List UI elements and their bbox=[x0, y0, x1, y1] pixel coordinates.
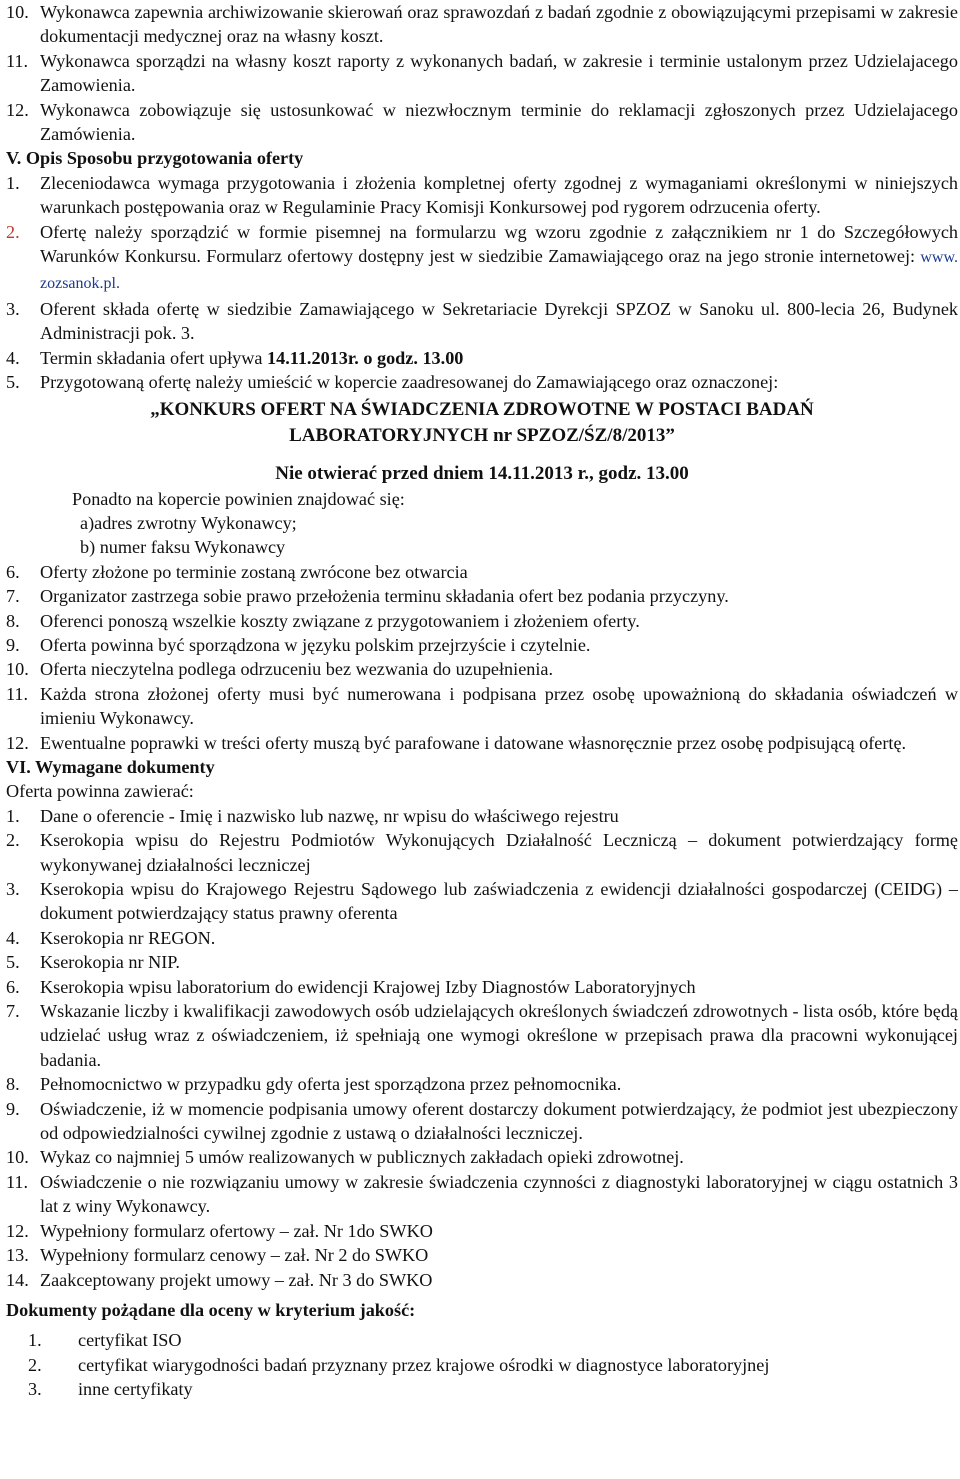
item-number: 7. bbox=[6, 1001, 20, 1022]
section-v-rest-list bbox=[6, 560, 958, 755]
section-vi-intro: Oferta powinna zawierać: bbox=[6, 781, 194, 802]
item-number: 12. bbox=[6, 1220, 29, 1241]
item-number: 13. bbox=[6, 1245, 29, 1266]
item-number: 5. bbox=[6, 372, 20, 393]
item-text: Wykonawca sporządzi na własny koszt raporty z wykonanych badań, w zakresie i terminie ustalonym przez Udzielajacego Zamowienia. bbox=[40, 50, 958, 96]
item-text: Oferent składa ofertę w siedzibie Zamawiającego w Sekretariacie Dyrekcji SPZOZ w Sanoku ul. 800-lecia 26, Budynek Administracji pok. 3. bbox=[40, 298, 958, 344]
item-number: 11. bbox=[6, 1171, 29, 1192]
envelope-item-b: b) numer faksu Wykonawcy bbox=[80, 537, 286, 558]
item-text: certyfikat wiarygodności badań przyznany przez krajowe ośrodki w diagnostyce laboratoryjnej bbox=[78, 1354, 770, 1375]
list-item bbox=[6, 1353, 958, 1377]
list-item bbox=[6, 1219, 958, 1243]
website-link[interactable]: www. zozsanok.pl. bbox=[40, 249, 958, 293]
item-number: 3. bbox=[6, 879, 20, 899]
item-text: inne certyfikaty bbox=[78, 1379, 193, 1400]
item-number: 10. bbox=[6, 2, 29, 22]
item-text: Kserokopia wpisu laboratorium do ewidencji Krajowej Izby Diagnostów Laboratoryjnych bbox=[40, 976, 696, 997]
item-number: 9. bbox=[6, 634, 20, 655]
item-text: Organizator zastrzega sobie prawo przełożenia terminu składania ofert bez podania przyczyny. bbox=[40, 586, 729, 607]
item-text: Wskazanie liczby i kwalifikacji zawodowych osób udzielających określonych świadczeń zdrowotnych - lista osób, które będą udzielać usług wraz z oświadczeniem, iż spełniają one wymogi określone w przepisach prawa dla pracowni wykonującej badania. bbox=[40, 1001, 958, 1070]
item-text: Zleceniodawca wymaga przygotowania i złożenia kompletnej oferty zgodnej z wymaganiami określonymi w niniejszych warunkach postępowania oraz w Regulaminie Pracy Komisji Konkursowej pod rygorem odrzucenia oferty. bbox=[40, 172, 958, 218]
item-number: 11. bbox=[6, 50, 29, 71]
item-number: 11. bbox=[6, 683, 29, 704]
list-item bbox=[6, 1377, 958, 1401]
item-text bbox=[40, 346, 958, 370]
item-number: 6. bbox=[6, 561, 20, 582]
item-text: Kserokopia nr REGON. bbox=[40, 927, 216, 948]
section-v-heading: V. Opis Sposobu przygotowania oferty bbox=[6, 148, 304, 169]
item-text: certyfikat ISO bbox=[78, 1330, 182, 1351]
item-text: Kserokopia nr NIP. bbox=[40, 952, 180, 973]
deadline-value: 14.11.2013r. o godz. 13.00 bbox=[267, 347, 464, 368]
list-item bbox=[6, 999, 958, 1072]
item-text: Wypełniony formularz ofertowy – zał. Nr 1do SWKO bbox=[40, 1220, 433, 1241]
item-text: Ewentualne poprawki w treści oferty muszą być parafowane i datowane własnoręcznie przez osobę podpisującą ofertę. bbox=[40, 732, 907, 753]
list-item bbox=[6, 1072, 958, 1096]
document-page bbox=[6, 0, 958, 1402]
list-item bbox=[6, 828, 958, 877]
list-item bbox=[6, 877, 958, 926]
list-item bbox=[6, 171, 958, 220]
list-item bbox=[6, 1328, 958, 1352]
top-list bbox=[6, 0, 958, 146]
item-number: 2. bbox=[6, 221, 20, 242]
list-item bbox=[6, 657, 958, 681]
item-number: 4. bbox=[6, 927, 20, 948]
item-text: Oferty złożone po terminie zostaną zwrócone bez otwarcia bbox=[40, 561, 468, 582]
item-text: Wykonawca zobowiązuje się ustosunkować w niezwłocznym terminie do reklamacji zgłoszonych przez Udzielajacego Zamówienia. bbox=[40, 99, 958, 145]
item-number: 12. bbox=[6, 732, 29, 753]
envelope-banner-line1: „KONKURS OFERT NA ŚWIADCZENIA ZDROWOTNE W POSTACI BADAŃ bbox=[150, 398, 814, 420]
list-item bbox=[6, 370, 958, 394]
item-number: 14. bbox=[6, 1269, 29, 1290]
item-text-body: Ofertę należy sporządzić w formie pisemnej na formularzu wg wzoru zgodnie z załącznikiem nr 1 do Szczegółowych Warunków Konkursu. Formularz ofertowy dostępny jest w siedzibie Zamawiającego oraz na jego stronie internetowej: bbox=[40, 221, 958, 267]
item-text bbox=[40, 220, 958, 297]
item-text: Każda strona złożonej oferty musi być numerowana i podpisana przez osobę upoważnioną do składania oświadczeń w imieniu Wykonawcy. bbox=[40, 683, 958, 729]
list-item bbox=[6, 1268, 958, 1292]
item-number: 1. bbox=[6, 805, 20, 826]
item-text: Przygotowaną ofertę należy umieścić w kopercie zaadresowanej do Zamawiającego oraz oznaczonej: bbox=[40, 372, 779, 393]
list-item bbox=[6, 220, 958, 297]
desired-documents-heading: Dokumenty pożądane dla oceny w kryterium jakość: bbox=[6, 1299, 416, 1320]
item-number: 4. bbox=[6, 347, 20, 368]
item-text: Dane o oferencie - Imię i nazwisko lub nazwę, nr wpisu do właściwego rejestru bbox=[40, 805, 619, 826]
item-number: 1. bbox=[28, 1330, 42, 1351]
item-text: Wykaz co najmniej 5 umów realizowanych w publicznych zakładach opieki zdrowotnej. bbox=[40, 1147, 684, 1168]
list-item bbox=[6, 346, 958, 370]
item-text: Zaakceptowany projekt umowy – zał. Nr 3 do SWKO bbox=[40, 1269, 433, 1290]
list-item bbox=[6, 584, 958, 608]
list-item bbox=[6, 731, 958, 755]
list-item bbox=[6, 1145, 958, 1169]
item-number: 10. bbox=[6, 1147, 29, 1168]
desired-documents-list bbox=[6, 1328, 958, 1401]
section-vi-heading: VI. Wymagane dokumenty bbox=[6, 756, 215, 777]
item-text: Oświadczenie, iż w momencie podpisania umowy oferent dostarczy dokument potwierdzający, że podmiot jest ubezpieczony od odpowiedzialności cywilnej zgodnie z ustawą o działalności leczniczej. bbox=[40, 1098, 958, 1144]
item-text: Oferta powinna być sporządzona w języku polskim przejrzyście i czytelnie. bbox=[40, 634, 591, 655]
list-item bbox=[6, 682, 958, 731]
item-number: 8. bbox=[6, 610, 20, 631]
list-item bbox=[6, 0, 958, 49]
deadline-label: Termin składania ofert upływa bbox=[40, 347, 268, 368]
list-item bbox=[6, 560, 958, 584]
list-item bbox=[6, 98, 958, 147]
item-text: Pełnomocnictwo w przypadku gdy oferta jest sporządzona przez pełnomocnika. bbox=[40, 1074, 622, 1095]
item-text: Wykonawca zapewnia archiwizowanie skierowań oraz sprawozdań z badań zgodnie z obowiązującymi przepisami w zakresie dokumentacji medycznej oraz na własny koszt. bbox=[40, 2, 958, 47]
envelope-banner-line3: Nie otwierać przed dniem 14.11.2013 r., godz. 13.00 bbox=[275, 462, 689, 484]
item-text: Kserokopia wpisu do Rejestru Podmiotów Wykonujących Działalność Leczniczą – dokument potwierdzający formę wykonywanej działalności leczniczej bbox=[40, 830, 958, 875]
list-item bbox=[6, 633, 958, 657]
item-number: 6. bbox=[6, 976, 20, 997]
list-item bbox=[6, 1170, 958, 1219]
item-text: Kserokopia wpisu do Krajowego Rejestru Sądowego lub zaświadczenia z ewidencji działalności gospodarczej (CEIDG) – dokument potwierdzający status prawny oferenta bbox=[40, 879, 958, 924]
envelope-banner-line2: LABORATORYJNYCH nr SPZOZ/ŚZ/8/2013” bbox=[289, 424, 675, 446]
item-number: 7. bbox=[6, 586, 20, 607]
item-text: Wypełniony formularz cenowy – zał. Nr 2 do SWKO bbox=[40, 1245, 429, 1266]
item-number: 8. bbox=[6, 1074, 20, 1095]
list-item bbox=[6, 49, 958, 98]
list-item bbox=[6, 609, 958, 633]
list-item bbox=[6, 975, 958, 999]
item-number: 2. bbox=[6, 830, 20, 851]
item-number: 1. bbox=[6, 172, 20, 193]
item-number: 3. bbox=[6, 298, 20, 319]
item-number: 3. bbox=[28, 1379, 42, 1400]
item-number: 12. bbox=[6, 99, 29, 120]
item-number: 2. bbox=[28, 1354, 42, 1375]
envelope-item-a: a)adres zwrotny Wykonawcy; bbox=[80, 512, 297, 533]
list-item bbox=[6, 950, 958, 974]
item-number: 10. bbox=[6, 659, 29, 680]
list-item bbox=[6, 1097, 958, 1146]
item-text: Oferta nieczytelna podlega odrzuceniu bez wezwania do uzupełnienia. bbox=[40, 659, 554, 680]
list-item bbox=[6, 1243, 958, 1267]
item-number: 5. bbox=[6, 952, 20, 973]
item-number: 9. bbox=[6, 1098, 20, 1119]
required-documents-list bbox=[6, 804, 958, 1292]
item-text: Oświadczenie o nie rozwiązaniu umowy w zakresie świadczenia czynności z diagnostyki laboratoryjnej w ciągu ostatnich 3 lat z winy Wykonawcy. bbox=[40, 1171, 958, 1217]
envelope-intro: Ponadto na kopercie powinien znajdować się: bbox=[72, 488, 405, 509]
list-item bbox=[6, 804, 958, 828]
list-item bbox=[6, 926, 958, 950]
list-item bbox=[6, 297, 958, 346]
item-text: Oferenci ponoszą wszelkie koszty związane z przygotowaniem i złożeniem oferty. bbox=[40, 610, 640, 631]
